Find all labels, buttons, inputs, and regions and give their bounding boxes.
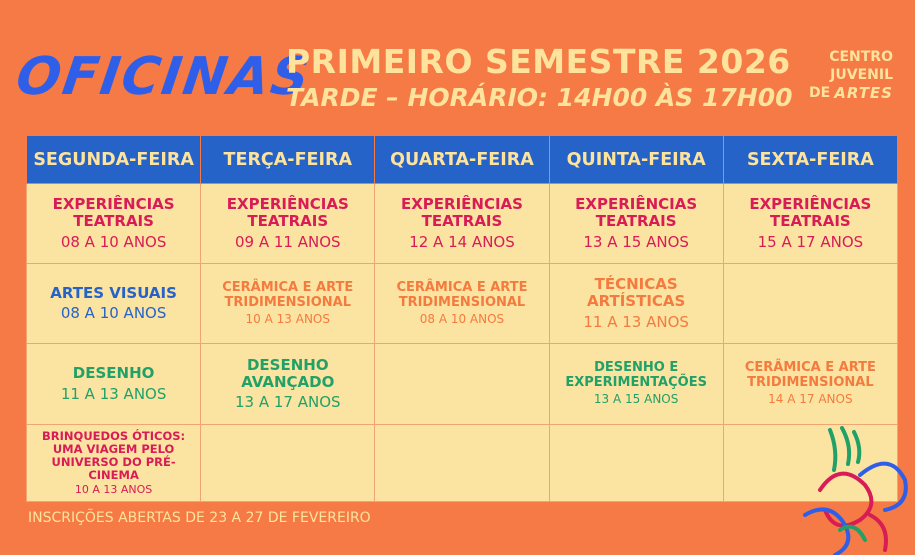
page-title: PRIMEIRO SEMESTRE 2026 — [286, 42, 791, 81]
workshop-cell-tuesday — [201, 184, 375, 264]
workshop-cell-monday — [27, 264, 201, 344]
workshop-name: CERÂMICA E ARTE TRIDIMENSIONAL — [222, 279, 354, 310]
workshop-ages: 15 A 17 ANOS — [757, 232, 864, 251]
schedule-row — [27, 425, 898, 502]
schedule-row — [27, 184, 898, 264]
org-line-3-de: DE — [809, 85, 831, 101]
workshop-cell-wednesday — [375, 184, 549, 264]
workshop-ages: 14 A 17 ANOS — [768, 392, 853, 407]
workshop-name: CERÂMICA E ARTE TRIDIMENSIONAL — [744, 360, 876, 391]
workshop-cell-tuesday — [201, 264, 375, 344]
workshop-cell-thursday — [549, 344, 723, 425]
workshop-ages: 12 A 14 ANOS — [409, 232, 515, 251]
day-header-monday: SEGUNDA-FEIRA — [27, 136, 201, 184]
workshop-cell-tuesday — [201, 344, 375, 425]
workshop-ages: 10 A 13 ANOS — [245, 311, 330, 326]
workshop-name: DESENHO E EXPERIMENTAÇÕES — [565, 360, 707, 391]
page-subtitle: TARDE – HORÁRIO: 14H00 ÀS 17H00 — [286, 83, 793, 112]
org-line-2: JUVENIL — [830, 67, 893, 83]
schedule-row — [27, 264, 898, 344]
workshop-cell-monday — [27, 344, 201, 425]
org-line-1: CENTRO — [829, 49, 893, 65]
workshop-cell-thursday — [549, 184, 723, 264]
empty-cell-wednesday — [375, 344, 549, 425]
workshop-ages: 13 A 15 ANOS — [583, 232, 689, 251]
registration-note: INSCRIÇÕES ABERTAS DE 23 A 27 DE FEVEREIRO — [28, 510, 371, 526]
empty-cell-thursday — [549, 425, 723, 502]
schedule-row — [27, 344, 898, 425]
logo-wordmark: OFICINAS — [12, 47, 315, 107]
org-line-3-artes: ARTES — [834, 84, 893, 102]
day-header-tuesday: TERÇA-FEIRA — [201, 136, 375, 184]
workshop-name: EXPERIÊNCIAS TEATRAIS — [52, 195, 175, 231]
workshop-name: ARTES VISUAIS — [50, 283, 177, 302]
day-header-thursday: QUINTA-FEIRA — [549, 136, 723, 184]
workshop-ages: 09 A 11 ANOS — [235, 232, 341, 251]
workshop-ages: 08 A 10 ANOS — [60, 304, 167, 322]
org-logo — [773, 48, 893, 102]
workshop-ages: 08 A 10 ANOS — [60, 232, 167, 251]
workshop-cell-monday — [27, 184, 201, 264]
workshop-name: CERÂMICA E ARTE TRIDIMENSIONAL — [396, 279, 528, 310]
workshop-name: EXPERIÊNCIAS TEATRAIS — [400, 195, 523, 231]
workshop-name: BRINQUEDOS ÓTICOS: UMA VIAGEM PELO UNIVERSO DO PRÉ-CINEMA — [42, 428, 186, 483]
workshop-name: DESENHO AVANÇADO — [241, 355, 335, 391]
day-header-wednesday: QUARTA-FEIRA — [375, 136, 549, 184]
workshop-name: EXPERIÊNCIAS TEATRAIS — [226, 195, 349, 231]
workshop-ages: 11 A 13 ANOS — [60, 384, 167, 403]
day-header-friday: SEXTA-FEIRA — [723, 136, 897, 184]
workshop-cell-monday — [27, 425, 201, 502]
decorative-scribble — [800, 420, 915, 555]
empty-cell-tuesday — [201, 425, 375, 502]
workshop-ages: 11 A 13 ANOS — [583, 312, 689, 331]
oficinas-logo — [12, 40, 315, 108]
workshop-name: TÉCNICAS ARTÍSTICAS — [586, 275, 686, 311]
workshop-name: EXPERIÊNCIAS TEATRAIS — [749, 195, 872, 231]
workshop-name: EXPERIÊNCIAS TEATRAIS — [575, 195, 698, 231]
schedule-table — [26, 135, 898, 502]
workshop-ages: 10 A 13 ANOS — [74, 482, 153, 496]
workshop-cell-thursday — [549, 264, 723, 344]
workshop-cell-friday — [723, 184, 897, 264]
workshop-cell-friday — [723, 344, 897, 425]
workshop-name: DESENHO — [72, 364, 155, 383]
workshop-ages: 08 A 10 ANOS — [419, 311, 505, 326]
day-header-row — [27, 136, 898, 184]
workshop-ages: 13 A 17 ANOS — [235, 393, 341, 412]
workshop-cell-wednesday — [375, 264, 549, 344]
empty-cell-wednesday — [375, 425, 549, 502]
workshop-ages: 13 A 15 ANOS — [593, 392, 679, 407]
empty-cell-friday — [723, 264, 897, 344]
